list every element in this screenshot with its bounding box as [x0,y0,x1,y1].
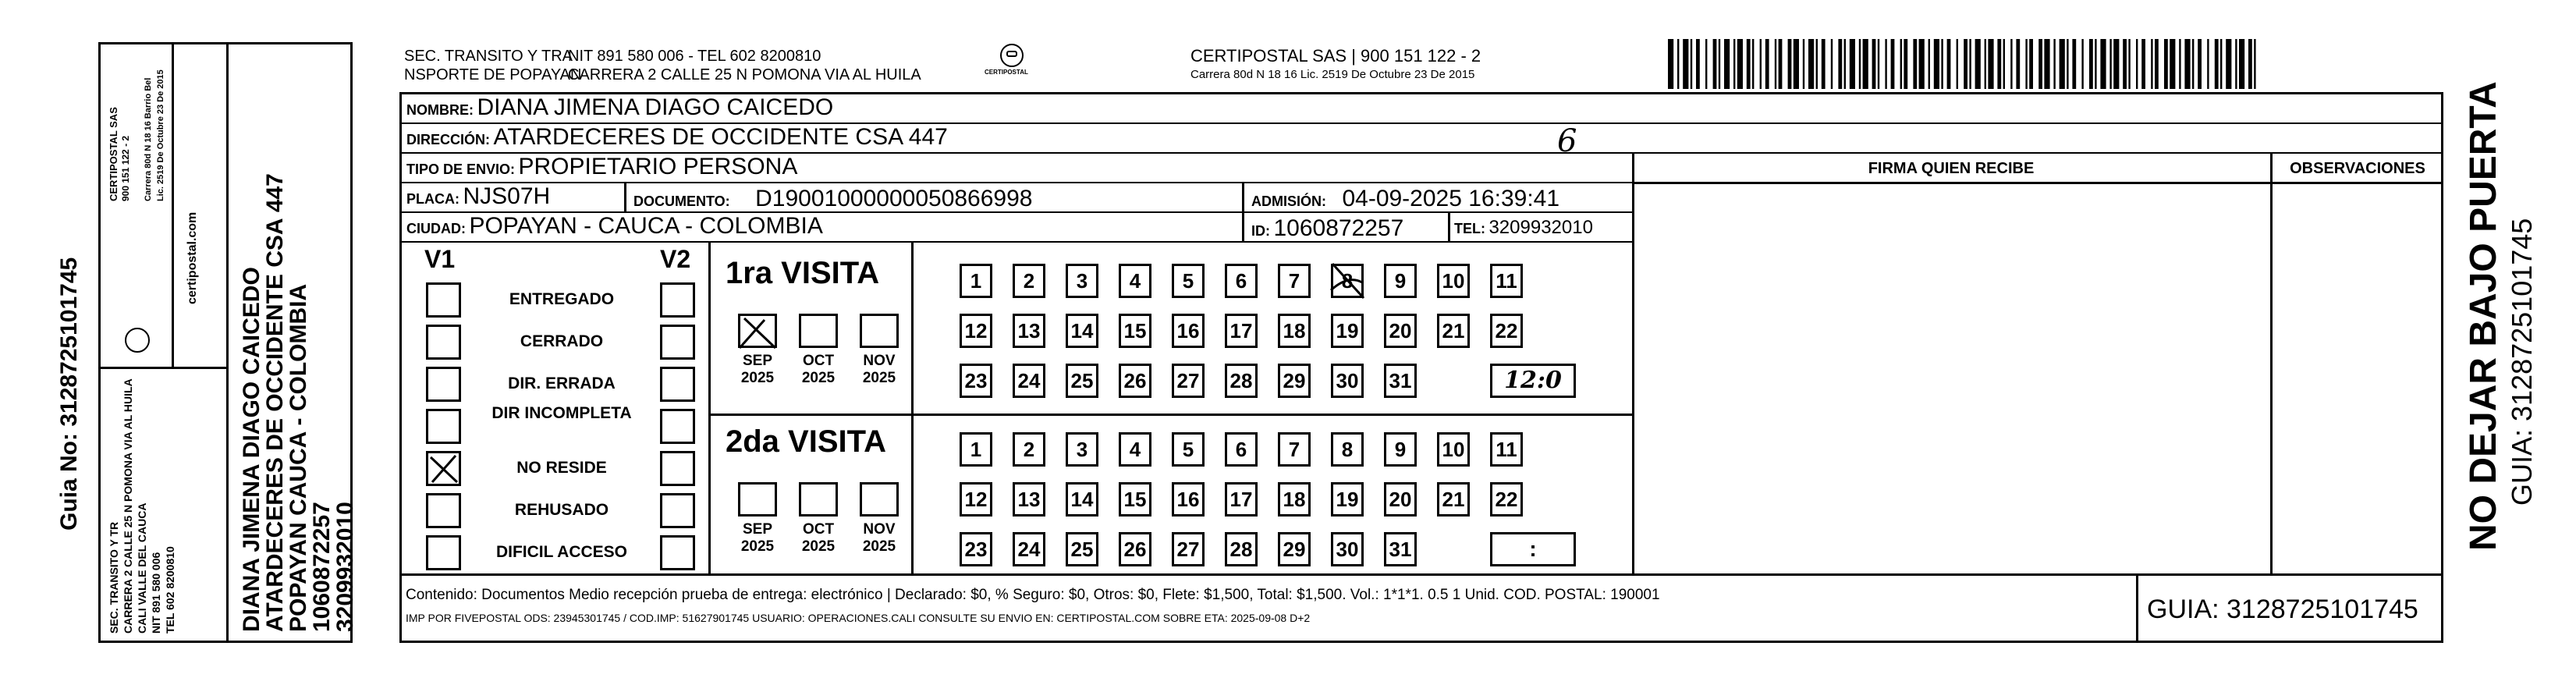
v1-checkbox[interactable] [426,409,461,444]
tipo-value: PROPIETARIO PERSONA [518,154,798,179]
day-box[interactable]: 25 [1066,364,1098,398]
day-box[interactable]: 22 [1490,482,1523,516]
day-box[interactable]: 21 [1437,314,1470,348]
day-box[interactable]: 7 [1278,432,1311,467]
row-direccion [402,124,2441,154]
stub-recipient-address: ATARDECERES DE OCCIDENTE CSA 447 [262,173,288,632]
day-box[interactable]: 24 [1013,532,1045,566]
id-value: 1060872257 [1273,215,1404,241]
documento-value: D19001000000050866998 [755,186,1033,211]
day-box[interactable]: 18 [1278,314,1311,348]
documento [633,186,1032,212]
handwritten-mark: 6 [1557,123,1577,159]
stub-company-line: CERTIPOSTAL SAS [108,107,119,201]
day-box[interactable]: 23 [960,532,992,566]
visit-title-divider [911,243,914,573]
month-checkbox[interactable] [860,482,899,516]
day-check-mark [1328,259,1368,307]
logo-text: CERTIPOSTAL [985,69,1028,76]
footer-content: Contenido: Documentos Medio recepción prueba de entrega: electrónico | Declarado: $0, % Seguro: $0, Otros: $0, Flete: $1,500, Total: $1,500. Vol.: 1*1*1. 0.5 1 Unid. COD. POSTAL: 190001 [406,587,1660,603]
stub-recipient-name: DIANA JIMENA DIAGO CAICEDO [239,267,264,632]
day-box[interactable]: 4 [1119,264,1151,298]
day-box[interactable]: 8 [1331,264,1364,298]
day-box[interactable]: 10 [1437,264,1470,298]
day-box[interactable]: 16 [1172,482,1205,516]
day-box[interactable]: 2 [1013,264,1045,298]
stub-website: certipostal.com [186,211,199,304]
row-tipo [402,154,1633,183]
company-name: CERTIPOSTAL SAS | 900 151 122 - 2 [1190,46,1481,66]
day-box[interactable]: 20 [1384,482,1417,516]
day-box[interactable]: 2 [1013,432,1045,467]
ciudad-label: CIUDAD: [406,221,466,236]
v2-checkbox[interactable] [660,367,695,402]
day-box[interactable]: 19 [1331,482,1364,516]
header-address: CARRERA 2 CALLE 25 N POMONA VIA AL HUILA [568,66,921,83]
id-label: ID: [1251,223,1270,239]
header-nit: NIT 891 580 006 - TEL 602 8200810 [568,48,821,65]
day-box[interactable]: 3 [1066,264,1098,298]
stub-sender-line: CARRERA 2 CALLE 25 N POMONA VIA AL HUILA [122,378,134,634]
v1-checkbox[interactable] [426,367,461,402]
day-box[interactable]: 26 [1119,532,1151,566]
day-box[interactable]: 15 [1119,482,1151,516]
stub-logo-icon [125,328,150,353]
month-year: 2025 [801,370,836,386]
day-box[interactable]: 9 [1384,432,1417,467]
day-box[interactable]: 11 [1490,432,1523,467]
nombre-label: NOMBRE: [406,102,474,118]
side-guia: GUIA: 3128725101745 [2506,218,2538,506]
header-sender-line1: SEC. TRANSITO Y TRA [404,48,573,65]
month-year: 2025 [862,538,896,555]
admision [1251,186,1559,212]
row-nombre [402,94,2441,124]
stub-recipient-city: POPAYAN CAUCA - COLOMBIA [286,283,311,632]
v1-header: V1 [424,245,456,273]
v1-checkbox[interactable] [426,535,461,570]
stub-row-divider [98,367,228,369]
month-name: SEP [742,353,773,369]
day-box[interactable]: 17 [1225,314,1258,348]
visit2-title: 2da VISITA [726,424,886,459]
visit-separator [708,414,1632,416]
month-label [791,353,846,387]
documento-label: DOCUMENTO: [633,193,730,209]
month-label [730,353,785,387]
day-box[interactable]: 30 [1331,364,1364,398]
status-option-label: REHUSADO [514,501,609,519]
id-divider [1242,213,1244,243]
v2-checkbox[interactable] [660,493,695,528]
month-year: 2025 [740,370,775,386]
stub-sender-line: CALI VALLE DEL CAUCA [136,502,148,634]
header-contact [568,47,921,84]
month-checkbox[interactable] [799,482,838,516]
visit1-title: 1ra VISITA [726,256,880,290]
time-box[interactable]: : [1490,532,1576,566]
placa-divider [624,183,626,213]
day-box[interactable]: 18 [1278,482,1311,516]
day-box[interactable]: 1 [960,432,992,467]
header-company [1190,47,1481,84]
day-box[interactable]: 26 [1119,364,1151,398]
day-box[interactable]: 31 [1384,364,1417,398]
day-box[interactable]: 12 [960,482,992,516]
day-box[interactable]: 27 [1172,532,1205,566]
day-box[interactable]: 6 [1225,264,1258,298]
month-checkbox[interactable] [860,314,899,348]
stub-recipient-phone: 3209932010 [332,502,358,632]
stub-recipient-id: 1060872257 [309,502,335,632]
day-box[interactable]: 23 [960,364,992,398]
day-box[interactable]: 30 [1331,532,1364,566]
day-box[interactable]: 19 [1331,314,1364,348]
stub-guia-number: Guia No: 3128725101745 [56,257,82,531]
month-name: NOV [863,521,896,538]
nombre-value: DIANA JIMENA DIAGO CAICEDO [477,94,834,120]
footer-guia-divider [2136,573,2138,643]
placa-label: PLACA: [406,191,459,207]
day-box[interactable]: 20 [1384,314,1417,348]
day-box[interactable]: 22 [1490,314,1523,348]
observaciones-header: OBSERVACIONES [2290,160,2425,177]
day-box[interactable]: 10 [1437,432,1470,467]
month-checkbox[interactable] [799,314,838,348]
v2-checkbox[interactable] [660,409,695,444]
admision-label: ADMISIÓN: [1251,193,1326,209]
day-box[interactable]: 13 [1013,482,1045,516]
day-box[interactable]: 13 [1013,314,1045,348]
status-option-label: DIR INCOMPLETA [491,404,632,422]
day-box[interactable]: 7 [1278,264,1311,298]
no-dejar-bajo-puerta: NO DEJAR BAJO PUERTA [2463,81,2504,551]
stub-sender-line: SEC. TRANSITO Y TR [108,521,120,634]
day-box[interactable]: 14 [1066,482,1098,516]
id [1251,215,1403,242]
certipostal-logo-icon [985,44,1042,80]
day-box[interactable]: 11 [1490,264,1523,298]
day-box[interactable]: 21 [1437,482,1470,516]
day-box[interactable]: 1 [960,264,992,298]
admision-divider [1242,183,1244,213]
day-box[interactable]: 28 [1225,532,1258,566]
tipo-label: TIPO DE ENVIO: [406,162,516,177]
status-option-label: ENTREGADO [509,290,615,308]
barcode [1668,39,2262,89]
day-box[interactable]: 16 [1172,314,1205,348]
day-box[interactable]: 8 [1331,432,1364,467]
day-box[interactable]: 24 [1013,364,1045,398]
day-box[interactable]: 25 [1066,532,1098,566]
month-name: NOV [863,353,896,369]
month-label [791,521,846,556]
ciudad-value: POPAYAN - CAUCA - COLOMBIA [469,213,823,239]
day-box[interactable]: 29 [1278,532,1311,566]
v2-header: V2 [660,245,691,273]
month-checkbox[interactable] [738,314,777,348]
status-option-label: DIR. ERRADA [508,374,616,392]
v2-checkbox[interactable] [660,535,695,570]
day-box[interactable]: 31 [1384,532,1417,566]
month-name: OCT [802,521,835,538]
month-name: OCT [802,353,835,369]
month-name: SEP [742,521,773,538]
direccion-value: ATARDECERES DE OCCIDENTE CSA 447 [493,124,948,150]
month-label [852,353,907,387]
day-box[interactable]: 9 [1384,264,1417,298]
v1-checkbox[interactable] [426,325,461,360]
stub-divider [226,42,229,643]
status-option-label: CERRADO [520,332,604,350]
time-box[interactable]: 12:0 [1490,364,1576,398]
month-year: 2025 [862,370,896,386]
status-option-label: DIFICIL ACCESO [495,543,627,561]
month-label [852,521,907,556]
tel-label: TEL: [1454,221,1485,236]
admision-value: 04-09-2025 16:39:41 [1342,186,1560,211]
tel-value: 3209932010 [1488,217,1593,238]
direccion-label: DIRECCIÓN: [406,132,490,147]
tel-divider [1448,213,1450,243]
month-checkbox[interactable] [738,482,777,516]
day-box[interactable]: 12 [960,314,992,348]
day-box[interactable]: 15 [1119,314,1151,348]
firma-divider [1632,154,1634,573]
day-box[interactable]: 5 [1172,432,1205,467]
placa-value: NJS07H [463,183,551,209]
v2-checkbox[interactable] [660,282,695,318]
company-address: Carrera 80d N 18 16 Lic. 2519 De Octubre 23 De 2015 [1190,68,1475,81]
day-box[interactable]: 17 [1225,482,1258,516]
stub-company-line: Lic. 2519 De Octubre 23 De 2015 [156,69,165,201]
footer-print-info: IMP POR FIVEPOSTAL ODS: 23945301745 / COD.IMP: 51627901745 USUARIO: OPERACIONES.CALI CONSULTE SU ENVIO EN: CERTIPOSTAL.COM SOBRE ETA: 2025-09-08 D+2 [406,612,1311,624]
stub-company-line: 900 151 122 - 2 [120,135,131,201]
day-box[interactable]: 28 [1225,364,1258,398]
status-divider [708,243,711,573]
v1-checkbox[interactable] [426,451,461,486]
observaciones-divider [2270,154,2273,573]
day-box[interactable]: 5 [1172,264,1205,298]
month-year: 2025 [740,538,775,555]
day-box[interactable]: 6 [1225,432,1258,467]
firma-header-line [1632,182,2443,184]
header-sender-line2: NSPORTE DE POPAYAN [404,66,582,83]
v2-checkbox[interactable] [660,325,695,360]
day-box[interactable]: 29 [1278,364,1311,398]
footer-guia: GUIA: 3128725101745 [2147,595,2418,624]
v2-checkbox[interactable] [660,451,695,486]
stub-sender-line: TEL 602 8200810 [164,546,176,634]
month-year: 2025 [801,538,836,555]
stub-inner-divider [172,42,174,367]
month-label [730,521,785,556]
status-option-label: NO RESIDE [516,459,607,477]
day-box[interactable]: 3 [1066,432,1098,467]
stub-sender-line: NIT 891 580 006 [150,552,162,634]
day-box[interactable]: 27 [1172,364,1205,398]
v1-checkbox[interactable] [426,282,461,318]
v1-checkbox[interactable] [426,493,461,528]
day-box[interactable]: 4 [1119,432,1151,467]
day-box[interactable]: 14 [1066,314,1098,348]
header-sender [404,47,581,84]
firma-header: FIRMA QUIEN RECIBE [1868,160,2035,177]
stub-company-line: Carrera 80d N 18 16 Barrio Bel [144,77,153,201]
tel [1454,217,1593,239]
